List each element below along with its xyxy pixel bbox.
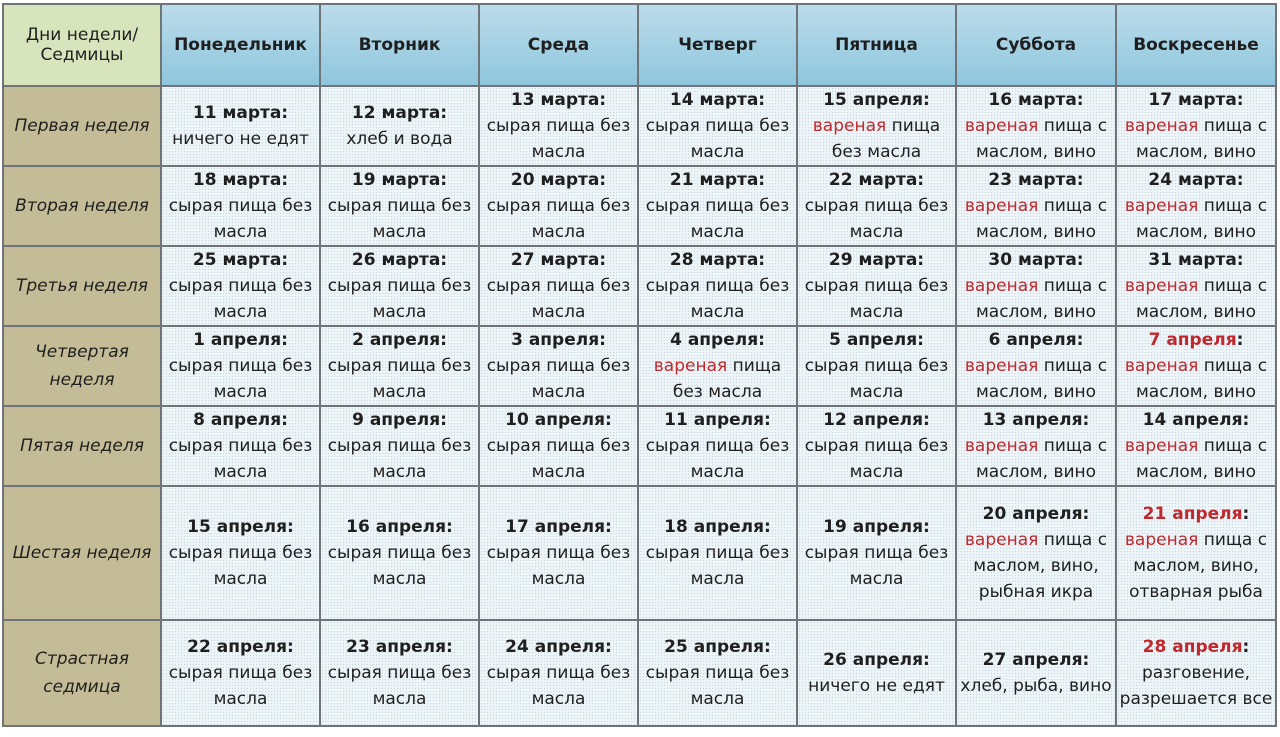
date-label: 3 апреля: [511,330,606,350]
day-cell [320,86,479,166]
date-line [957,247,1115,273]
food-text: сырая пища без масла [645,196,790,242]
food-description [639,353,796,405]
date-label: 24 марта: [1148,170,1244,190]
food-text: хлеб и вода [346,129,453,149]
date-label: 24 апреля: [505,637,612,657]
date-label: 12 апреля: [823,410,930,430]
food-text: сырая пища без масла [804,543,949,589]
date-label: 25 марта: [192,250,289,270]
corner-header: Дни недели/Седмицы [3,4,161,86]
cooked-food-label: вареная [1124,116,1199,136]
food-text: сырая пища без масла [486,436,631,482]
week-rows [3,86,1276,726]
date-line [480,167,637,193]
date-label: 13 марта: [510,90,607,110]
date-label: 26 марта: [351,250,448,270]
date-line [480,247,637,273]
food-text: сырая пища без масла [168,276,313,322]
day-cell [797,166,956,246]
date-line [639,407,796,433]
cooked-food-label: вареная [964,116,1039,136]
date-line [639,247,796,273]
day-cell [1116,246,1276,326]
food-text: сырая пища без масла [486,276,631,322]
food-text: сырая пища без масла [486,543,631,589]
day-cell [479,86,638,166]
food-text: пища с маслом, вино [1135,276,1268,322]
cooked-food-label: вареная [964,436,1039,456]
food-text: сырая пища без масла [327,663,472,709]
food-description [639,113,796,165]
food-text: сырая пища без масла [327,436,472,482]
date-line [321,100,478,126]
food-text: сырая пища без масла [645,436,790,482]
food-description [162,126,319,152]
day-cell [479,326,638,406]
day-cell [320,166,479,246]
date-line [480,407,637,433]
food-description [957,433,1115,485]
day-cell [638,86,797,166]
week-row [3,166,1276,246]
date-line [798,247,955,273]
cooked-food-label: вареная [964,276,1039,296]
day-cell [1116,326,1276,406]
day-header-friday: Пятница [797,4,956,86]
day-cell [1116,486,1276,620]
week-label: Третья неделя [3,246,161,326]
day-cell [797,86,956,166]
date-label: 17 апреля: [505,517,612,537]
day-cell [797,486,956,620]
food-description [639,540,796,592]
day-header-wednesday: Среда [479,4,638,86]
date-line [1117,167,1275,193]
date-line [321,407,478,433]
date-label: 20 апреля: [982,504,1090,524]
date-line [1117,247,1275,273]
day-cell [320,406,479,486]
date-label: 18 марта: [192,170,289,190]
day-header-saturday: Суббота [956,4,1116,86]
week-label: Вторая неделя [3,166,161,246]
date-line [162,167,319,193]
date-line [480,514,637,540]
date-line [162,514,319,540]
date-line [162,634,319,660]
date-label: 14 апреля: [1142,410,1250,430]
date-label: 21 апреля [1142,504,1243,524]
food-description [957,353,1115,405]
food-text: сырая пища без масла [168,196,313,242]
food-text: пища с маслом, вино [1135,356,1268,402]
date-label: 17 марта: [1148,90,1244,110]
week-row [3,486,1276,620]
food-text: сырая пища без масла [486,116,631,162]
date-label: 27 марта: [510,250,607,270]
day-cell [320,620,479,726]
food-text: сырая пища без масла [486,196,631,242]
day-header-tuesday: Вторник [320,4,479,86]
date-label: 26 апреля: [823,650,930,670]
food-description [321,126,478,152]
date-label: 14 марта: [669,90,766,110]
date-line [639,87,796,113]
date-label: 1 апреля: [193,330,288,350]
date-line [798,87,955,113]
date-line [162,327,319,353]
food-description [1117,660,1275,712]
day-cell [956,86,1116,166]
food-description [480,353,637,405]
food-description [798,193,955,245]
date-line [321,634,478,660]
food-text: пища с маслом, вино [1135,116,1268,162]
food-description [480,193,637,245]
date-label: 28 марта: [669,250,766,270]
date-label: 23 марта: [988,170,1084,190]
food-text: пища с маслом, вино [975,276,1108,322]
date-label: 12 марта: [351,103,448,123]
food-description [1117,113,1275,165]
date-line [639,167,796,193]
date-line [639,327,796,353]
food-description [1117,353,1275,405]
date-label: 13 апреля: [982,410,1090,430]
day-cell [161,326,320,406]
date-line [321,514,478,540]
week-row [3,86,1276,166]
day-header-sunday: Воскресенье [1116,4,1276,86]
cooked-food-label: вареная [812,116,887,136]
day-cell [479,246,638,326]
date-line [1117,327,1275,353]
date-label: 19 марта: [351,170,448,190]
food-text: сырая пища без масла [645,663,790,709]
week-row [3,406,1276,486]
week-label: Четвертая неделя [3,326,161,406]
food-text: сырая пища без масла [168,356,313,402]
date-line [321,247,478,273]
day-cell [797,406,956,486]
date-label: 7 апреля [1148,330,1237,350]
date-line [798,167,955,193]
date-label: 8 апреля: [193,410,288,430]
date-line [798,647,955,673]
day-cell [161,406,320,486]
food-description [162,353,319,405]
week-row [3,620,1276,726]
food-text: сырая пища без масла [327,276,472,322]
food-description [321,353,478,405]
food-text: пища с маслом, вино [975,116,1108,162]
food-description [480,113,637,165]
day-cell [638,620,797,726]
food-text: разговение, разрешается все [1119,663,1273,709]
date-label: 19 апреля: [823,517,930,537]
food-description [639,433,796,485]
food-text: ничего не едят [172,129,309,149]
food-description [321,193,478,245]
date-line [798,327,955,353]
food-description [162,273,319,325]
food-text: пища с маслом, вино [975,356,1108,402]
food-description [1117,527,1275,605]
day-cell [161,486,320,620]
cooked-food-label: вареная [1124,276,1199,296]
food-description [798,540,955,592]
food-description [162,540,319,592]
food-description [798,273,955,325]
food-description [957,113,1115,165]
food-text: сырая пища без масла [168,663,313,709]
day-cell [161,246,320,326]
food-description [798,113,955,165]
date-colon: : [1242,504,1250,524]
date-label: 20 марта: [510,170,607,190]
date-colon: : [1236,330,1244,350]
day-header-monday: Понедельник [161,4,320,86]
food-description [162,433,319,485]
date-line [957,167,1115,193]
food-text: пища с маслом, вино, отварная рыба [1129,530,1268,602]
day-cell [956,246,1116,326]
food-description [480,433,637,485]
day-cell [161,620,320,726]
food-text: пища с маслом, вино [1135,436,1268,482]
day-header-thursday: Четверг [638,4,797,86]
cooked-food-label: вареная [964,196,1039,216]
date-label: 9 апреля: [352,410,447,430]
day-cell [161,86,320,166]
food-text: хлеб, рыба, вино [960,676,1112,696]
food-description [798,673,955,699]
day-cell [956,326,1116,406]
day-cell [479,406,638,486]
food-text: сырая пища без масла [327,196,472,242]
cooked-food-label: вареная [653,356,728,376]
day-cell [479,620,638,726]
date-label: 25 апреля: [664,637,771,657]
day-cell [797,246,956,326]
day-cell [1116,86,1276,166]
cooked-food-label: вареная [1124,436,1199,456]
food-text: сырая пища без масла [168,436,313,482]
date-label: 27 апреля: [982,650,1090,670]
date-line [798,514,955,540]
day-cell [956,406,1116,486]
food-description [480,273,637,325]
date-label: 28 апреля [1142,637,1243,657]
food-description [321,433,478,485]
cooked-food-label: вареная [1124,196,1199,216]
day-cell [1116,406,1276,486]
week-label: Первая неделя [3,86,161,166]
date-line [957,327,1115,353]
week-row [3,246,1276,326]
food-text: сырая пища без масла [645,116,790,162]
day-cell [161,166,320,246]
food-description [957,673,1115,699]
food-text: сырая пища без масла [804,356,949,402]
date-label: 18 апреля: [664,517,771,537]
cooked-food-label: вареная [1124,356,1199,376]
food-description [162,660,319,712]
food-description [480,660,637,712]
food-description [321,273,478,325]
day-cell [638,246,797,326]
food-description [639,193,796,245]
food-description [162,193,319,245]
day-cell [638,166,797,246]
food-description [1117,193,1275,245]
date-line [162,247,319,273]
day-cell [320,326,479,406]
date-label: 6 апреля: [988,330,1084,350]
date-label: 21 марта: [669,170,766,190]
date-label: 11 апреля: [664,410,771,430]
food-description [957,527,1115,605]
food-description [798,353,955,405]
food-text: сырая пища без масла [327,543,472,589]
date-line [957,87,1115,113]
day-cell [638,326,797,406]
day-cell [1116,166,1276,246]
date-label: 16 апреля: [346,517,453,537]
food-description [480,540,637,592]
cooked-food-label: вареная [964,356,1039,376]
food-description [639,273,796,325]
food-description [957,193,1115,245]
date-line [1117,501,1275,527]
date-label: 15 апреля: [187,517,294,537]
food-description [1117,273,1275,325]
day-cell [479,166,638,246]
day-cell [797,326,956,406]
date-line [321,167,478,193]
day-cell [638,486,797,620]
date-line [798,407,955,433]
week-row [3,326,1276,406]
food-text: ничего не едят [808,676,945,696]
day-cell [479,486,638,620]
food-text: пища без масла [831,116,941,162]
food-text: сырая пища без масла [486,356,631,402]
date-line [639,634,796,660]
date-line [957,647,1115,673]
date-label: 2 апреля: [352,330,447,350]
food-text: пища с маслом, вино [1135,196,1268,242]
date-label: 15 апреля: [823,90,930,110]
date-label: 29 марта: [828,250,925,270]
date-line [957,501,1115,527]
food-text: сырая пища без масла [645,543,790,589]
food-text: сырая пища без масла [168,543,313,589]
header-row [3,4,1276,86]
date-label: 22 апреля: [187,637,294,657]
date-colon: : [1242,637,1250,657]
date-label: 16 марта: [988,90,1084,110]
date-line [957,407,1115,433]
day-cell [1116,620,1276,726]
day-cell [956,166,1116,246]
date-line [1117,87,1275,113]
food-text: сырая пища без масла [804,436,949,482]
week-label: Шестая неделя [3,486,161,620]
food-description [639,660,796,712]
food-text: пища с маслом, вино [975,436,1108,482]
food-description [1117,433,1275,485]
day-cell [320,246,479,326]
date-line [1117,634,1275,660]
date-line [480,634,637,660]
day-cell [797,620,956,726]
date-line [639,514,796,540]
date-label: 5 апреля: [829,330,924,350]
date-line [480,87,637,113]
date-line [162,407,319,433]
food-description [321,540,478,592]
food-description [798,433,955,485]
cooked-food-label: вареная [1124,530,1199,550]
food-text: сырая пища без масла [804,196,949,242]
day-cell [320,486,479,620]
day-cell [638,406,797,486]
date-line [480,327,637,353]
date-label: 11 марта: [192,103,289,123]
date-line [162,100,319,126]
food-text: сырая пища без масла [804,276,949,322]
food-text: пища с маслом, вино [975,196,1108,242]
date-label: 31 марта: [1148,250,1244,270]
fasting-calendar-table [2,3,1277,727]
date-label: 22 марта: [828,170,925,190]
food-text: сырая пища без масла [486,663,631,709]
date-label: 4 апреля: [670,330,765,350]
date-label: 10 апреля: [505,410,612,430]
date-line [1117,407,1275,433]
day-cell [956,620,1116,726]
date-label: 23 апреля: [346,637,453,657]
food-description [321,660,478,712]
food-text: пища с маслом, вино, рыбная икра [973,530,1108,602]
week-label: Пятая неделя [3,406,161,486]
food-text: сырая пища без масла [327,356,472,402]
day-cell [956,486,1116,620]
date-line [321,327,478,353]
food-description [957,273,1115,325]
food-text: сырая пища без масла [645,276,790,322]
date-label: 30 марта: [988,250,1084,270]
food-text: пища без масла [672,356,782,402]
cooked-food-label: вареная [964,530,1039,550]
week-label: Страстная седмица [3,620,161,726]
